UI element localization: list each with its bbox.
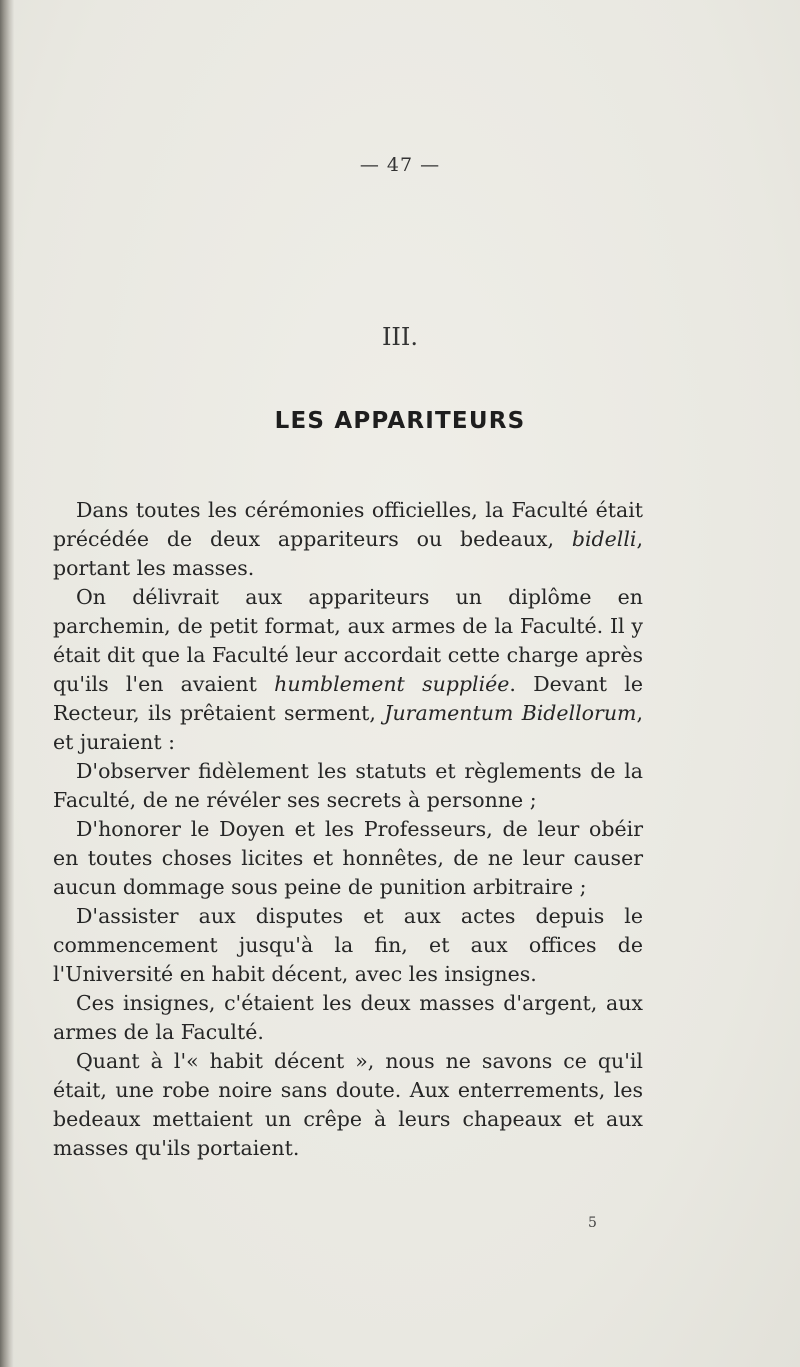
paragraph-text: Quant à l'« habit décent », nous ne savons ce qu'il était, une robe noire sans doute. Aux enterrements, les bedeaux mettaient un crêpe à leurs chapeaux et aux masses qu'ils portaient. bbox=[53, 1049, 643, 1160]
paragraph-text: , portant les masses. bbox=[53, 527, 643, 580]
paragraph bbox=[53, 496, 643, 583]
paragraph bbox=[53, 583, 643, 757]
paragraph-text: Dans toutes les cérémonies officielles, la Faculté était précédée de deux appariteurs ou bedeaux, bbox=[53, 498, 643, 551]
book-spine-shadow bbox=[0, 0, 14, 1367]
section-number: III. bbox=[381, 323, 419, 351]
chapter-title: LES APPARITEURS bbox=[274, 408, 526, 434]
paragraph-text: . Devant le Recteur, ils prêtaient serment, bbox=[53, 672, 643, 725]
page-number: — 47 — bbox=[359, 154, 441, 176]
paragraph bbox=[53, 1047, 643, 1163]
italic-text: Juramentum Bidellorum bbox=[384, 701, 637, 725]
paragraph-text: D'assister aux disputes et aux actes depuis le commencement jusqu'à la fin, et aux offices de l'Université en habit décent, avec les insignes. bbox=[53, 904, 643, 986]
italic-text: bidelli bbox=[571, 527, 637, 551]
paragraph-text: D'honorer le Doyen et les Professeurs, de leur obéir en toutes choses licites et honnêtes, de ne leur causer aucun dommage sous peine de punition arbitraire ; bbox=[53, 817, 643, 899]
italic-text: humblement suppliée bbox=[274, 672, 510, 696]
paragraph-text: D'observer fidèlement les statuts et règlements de la Faculté, de ne révéler ses secrets à personne ; bbox=[53, 759, 643, 812]
paragraph bbox=[53, 757, 643, 815]
paragraph bbox=[53, 902, 643, 989]
signature-mark: 5 bbox=[588, 1215, 597, 1231]
paragraph-text: On délivrait aux appariteurs un diplôme en parchemin, de petit format, aux armes de la Faculté. Il y était dit que la Faculté leur accordait cette charge après qu'ils l'en avaient bbox=[53, 585, 643, 696]
body-text bbox=[53, 496, 643, 1163]
paragraph-text: , et juraient : bbox=[53, 701, 643, 754]
paragraph bbox=[53, 815, 643, 902]
paragraph-text: Ces insignes, c'étaient les deux masses d'argent, aux armes de la Faculté. bbox=[53, 991, 643, 1044]
paragraph bbox=[53, 989, 643, 1047]
